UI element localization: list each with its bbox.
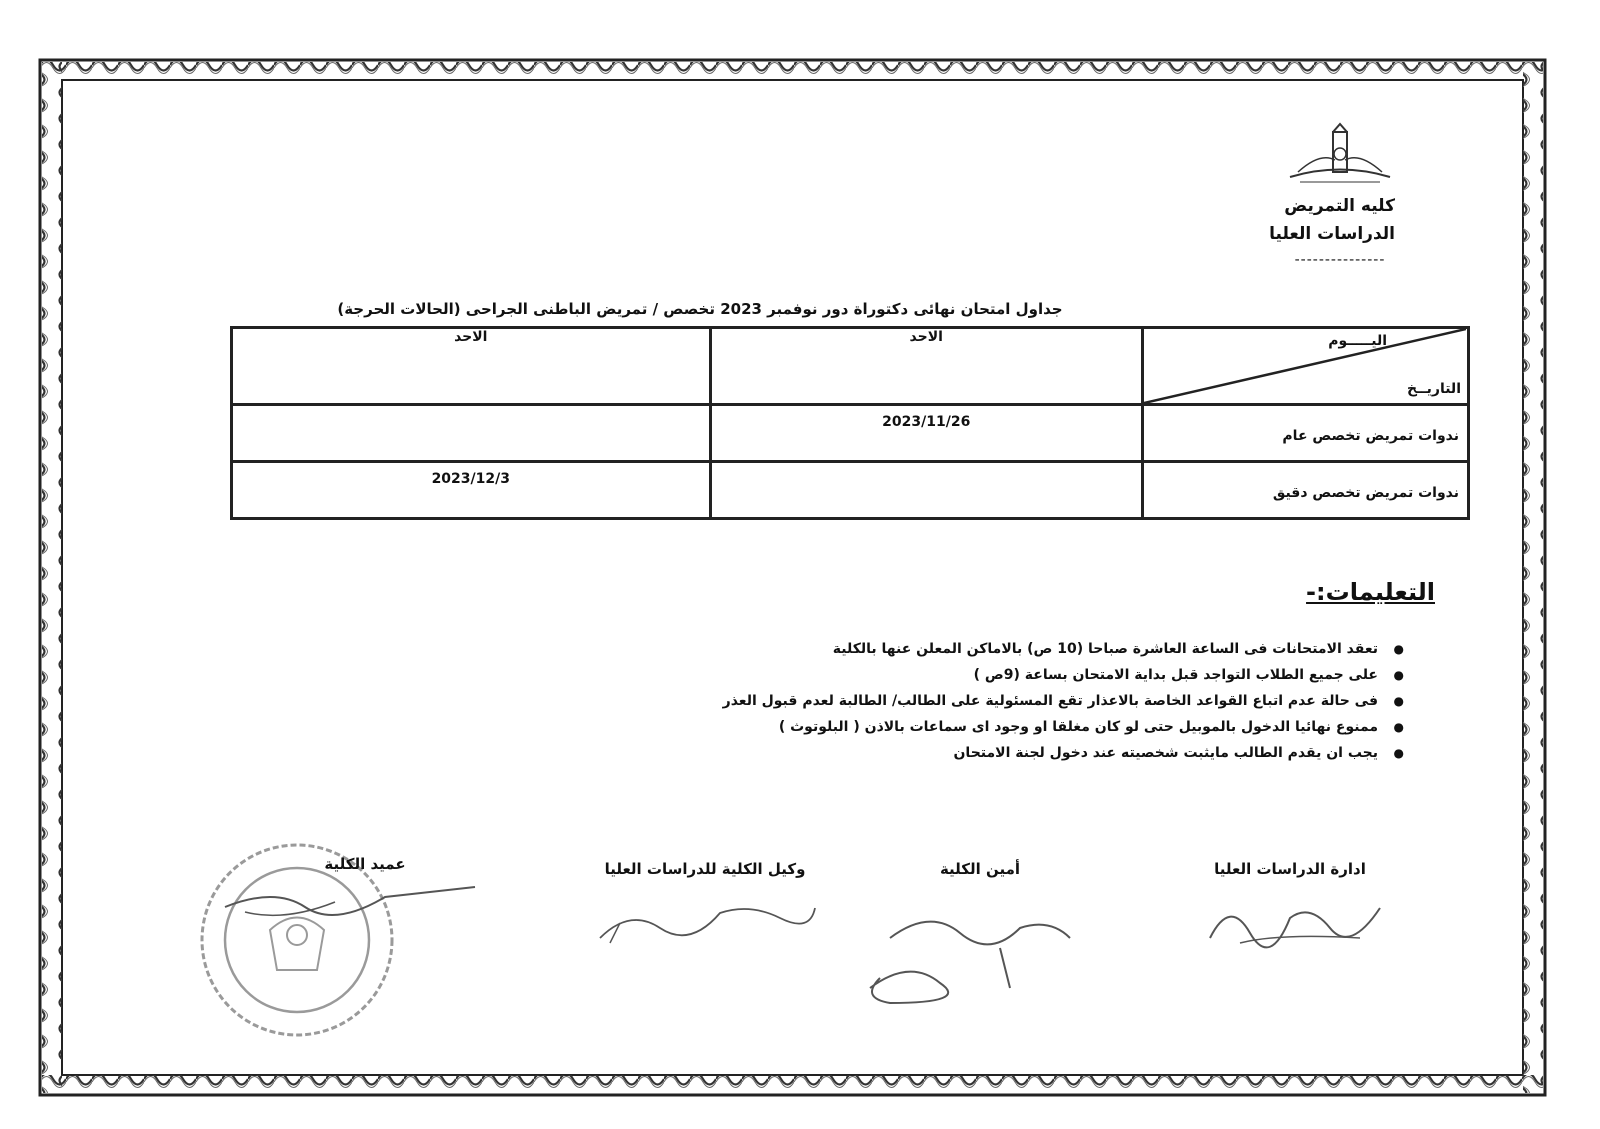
day-cell: الاحد — [232, 328, 711, 405]
list-item — [720, 714, 1410, 740]
signature-title: ادارة الدراسات العليا — [1214, 860, 1366, 878]
date-cell: 2023/11/26 — [710, 405, 1142, 462]
bullet-icon: ● — [1393, 720, 1404, 734]
signature-block-vice-dean — [590, 860, 820, 962]
date-cell: 2023/12/3 — [232, 462, 711, 519]
header-date-label: التاريــخ — [1406, 381, 1461, 397]
handwritten-signature-icon — [185, 877, 485, 957]
table-row — [232, 462, 1469, 519]
signature-block-college-secretary — [870, 860, 1090, 1022]
row-label: ندوات تمريض تخصص دقيق — [1142, 462, 1468, 519]
list-item — [720, 688, 1410, 714]
instruction-text: ممنوع نهائيا الدخول بالموبيل حتى لو كان مغلقا او وجود اى سماعات بالاذن ( البلوتوث ) — [778, 719, 1378, 735]
instructions-list — [720, 636, 1410, 766]
instructions-title: التعليمات:- — [1306, 578, 1435, 606]
instruction-text: على جميع الطلاب التواجد قبل بداية الامتحان بساعة (9ص ) — [973, 667, 1378, 683]
instruction-text: تعقد الامتحانات فى الساعة العاشرة صباحا (10 ص) بالاماكن المعلن عنها بالكلية — [832, 641, 1378, 657]
day-date-header-cell — [1142, 328, 1468, 405]
list-item — [720, 740, 1410, 766]
list-item — [720, 662, 1410, 688]
signature-block-graduate-admin — [1180, 860, 1400, 962]
bullet-icon: ● — [1393, 746, 1404, 760]
department-name: الدراسات العليا — [1269, 224, 1395, 244]
instruction-text: يجب ان يقدم الطالب مايثبت شخصيته عند دخول لجنة الامتحان — [953, 745, 1378, 761]
header-dash-line: --------------- — [1294, 252, 1386, 268]
handwritten-signature-icon — [1180, 878, 1400, 958]
table-row — [232, 405, 1469, 462]
date-cell — [232, 405, 711, 462]
header-day-label: اليـــــوم — [1328, 333, 1387, 349]
college-header — [1245, 122, 1435, 268]
bullet-icon: ● — [1393, 668, 1404, 682]
signature-title: أمين الكلية — [939, 860, 1021, 878]
instruction-text: فى حالة عدم اتباع القواعد الخاصة بالاعذار تقع المسئولية على الطالب/ الطالبة لعدم قبول العذر — [722, 693, 1378, 709]
bullet-icon: ● — [1393, 694, 1404, 708]
signature-title: وكيل الكلية للدراسات العليا — [604, 860, 806, 878]
handwritten-signature-icon — [850, 878, 1090, 1018]
university-logo-icon — [1280, 122, 1400, 192]
table-header-row — [232, 328, 1469, 405]
signature-title: عميد الكلية — [324, 855, 406, 873]
list-item — [720, 636, 1410, 662]
document-title: جداول امتحان نهائى دكتوراة دور نوفمبر 2023 تخصص / تمريض الباطنى الجراحى (الحالات الحرجة) — [337, 300, 1063, 318]
handwritten-signature-icon — [590, 878, 820, 958]
exam-schedule-table — [230, 326, 1470, 520]
row-label: ندوات تمريض تخصص عام — [1142, 405, 1468, 462]
date-cell — [710, 462, 1142, 519]
bullet-icon: ● — [1393, 642, 1404, 656]
college-name: كليه التمريض — [1284, 196, 1395, 216]
day-cell: الاحد — [710, 328, 1142, 405]
